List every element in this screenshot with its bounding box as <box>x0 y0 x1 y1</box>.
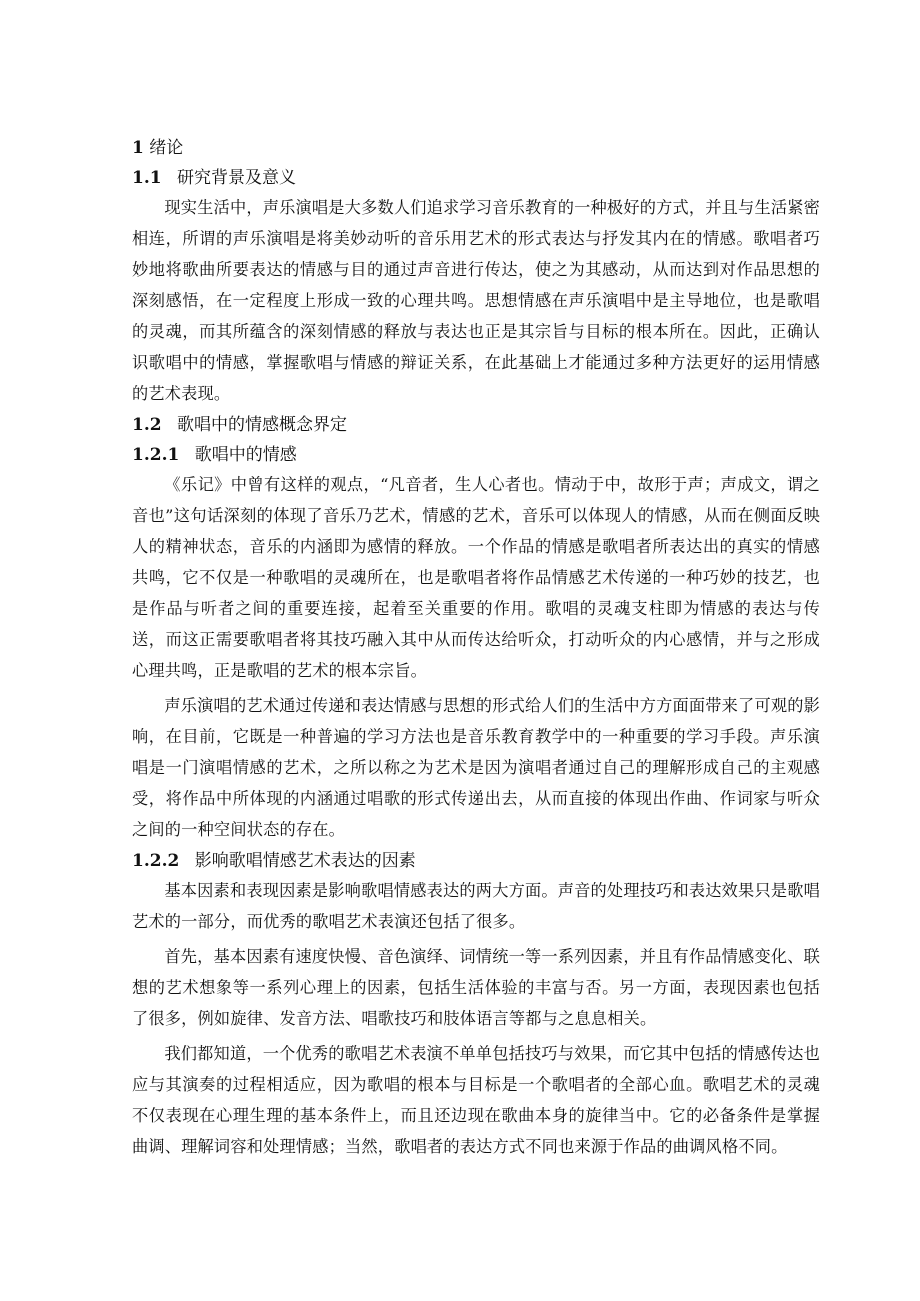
section-number: 1.1 <box>132 168 162 188</box>
subsection-heading-1-2-1 <box>132 441 820 469</box>
paragraph: 基本因素和表现因素是影响歌唱情感表达的两大方面。声音的处理技巧和表达效果只是歌唱艺术的一部分，而优秀的歌唱艺术表演还包括了很多。 <box>132 881 820 931</box>
subsection-number: 1.2.1 <box>132 445 180 465</box>
chapter-number: 1 <box>132 138 144 158</box>
section-title: 歌唱中的情感概念界定 <box>176 415 347 435</box>
subsection-heading-1-2-2 <box>132 847 820 875</box>
document-page <box>132 134 820 1162</box>
paragraph: 我们都知道，一个优秀的歌唱艺术表演不单单包括技巧与效果，而它其中包括的情感传达也应与其演奏的过程相适应，因为歌唱的根本与目标是一个歌唱者的全部心血。歌唱艺术的灵魂不仅表现在心理生理的基本条件上，而且还边现在歌曲本身的旋律当中。它的必备条件是掌握曲调、理解词容和处理情感；当然，歌唱者的表达方式不同也来源于作品的曲调风格不同。 <box>132 1044 820 1156</box>
section-heading-1-1 <box>132 164 820 192</box>
paragraph: 首先，基本因素有速度快慢、音色演绎、词情统一等一系列因素，并且有作品情感变化、联想的艺术想象等一系列心理上的因素，包括生活体验的丰富与否。另一方面，表现因素也包括了很多，例如旋律、发音方法、唱歌技巧和肢体语言等都与之息息相关。 <box>132 947 820 1028</box>
paragraph: 《乐记》中曾有这样的观点，“凡音者，生人心者也。情动于中，故形于声；声成文，谓之音也”这句话深刻的体现了音乐乃艺术，情感的艺术，音乐可以体现人的情感，从而在侧面反映人的精神状态，音乐的内涵即为感情的释放。一个作品的情感是歌唱者所表达出的真实的情感共鸣，它不仅是一种歌唱的灵魂所在，也是歌唱者将作品情感艺术传递的一种巧妙的技艺，也是作品与听者之间的重要连接，起着至关重要的作用。歌唱的灵魂支柱即为情感的表达与传送，而这正需要歌唱者将其技巧融入其中从而传达给听众，打动听众的内心感情，并与之形成心理共鸣，正是歌唱的艺术的根本宗旨。 <box>132 475 820 680</box>
paragraph: 声乐演唱的艺术通过传递和表达情感与思想的形式给人们的生活中方方面面带来了可观的影响，在目前，它既是一种普遍的学习方法也是音乐教育教学中的一种重要的学习手段。声乐演唱是一门演唱情感的艺术，之所以称之为艺术是因为演唱者通过自己的理解形成自己的主观感受，将作品中所体现的内涵通过唱歌的形式传递出去，从而直接的体现出作曲、作词家与听众之间的一种空间状态的存在。 <box>132 696 820 839</box>
chapter-title: 绪论 <box>149 138 184 158</box>
section-title: 研究背景及意义 <box>176 168 296 188</box>
subsection-title: 歌唱中的情感 <box>194 445 297 465</box>
section-heading-1-2 <box>132 411 820 439</box>
section-number: 1.2 <box>132 415 162 435</box>
subsection-number: 1.2.2 <box>132 851 180 871</box>
subsection-title: 影响歌唱情感艺术表达的因素 <box>194 851 416 871</box>
paragraph: 现实生活中，声乐演唱是大多数人们追求学习音乐教育的一种极好的方式，并且与生活紧密相连，所谓的声乐演唱是将美妙动听的音乐用艺术的形式表达与抒发其内在的情感。歌唱者巧妙地将歌曲所要表达的情感与目的通过声音进行传达，使之为其感动，从而达到对作品思想的深刻感悟，在一定程度上形成一致的心理共鸣。思想情感在声乐演唱中是主导地位，也是歌唱的灵魂，而其所蕴含的深刻情感的释放与表达也正是其宗旨与目标的根本所在。因此，正确认识歌唱中的情感，掌握歌唱与情感的辩证关系，在此基础上才能通过多种方法更好的运用情感的艺术表现。 <box>132 198 820 403</box>
chapter-heading <box>132 134 820 162</box>
